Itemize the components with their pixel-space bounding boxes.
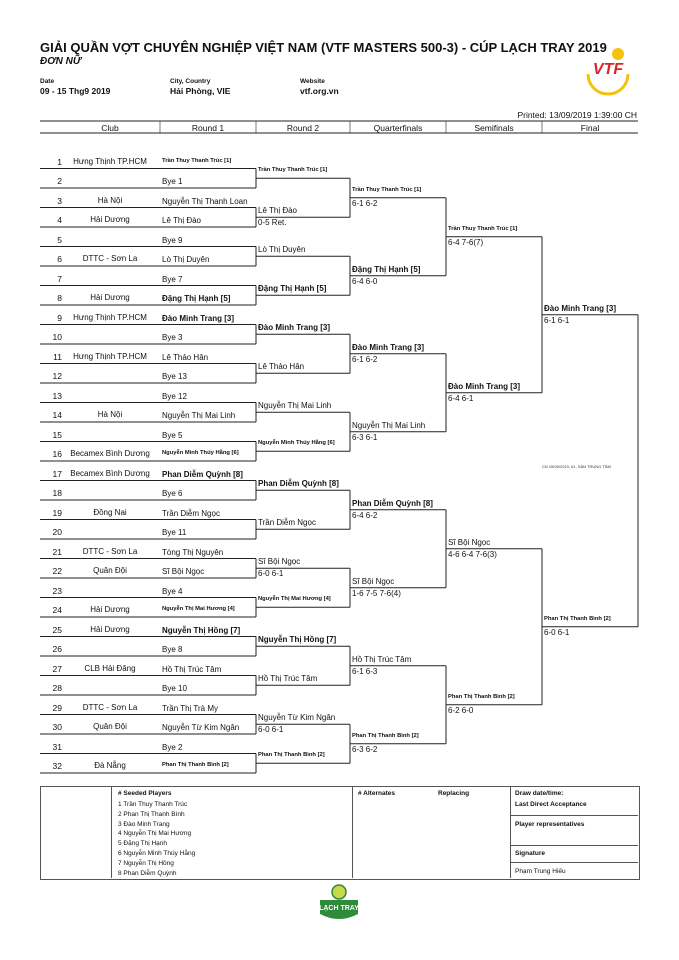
round2-player: Hồ Thị Trúc Tâm bbox=[258, 674, 318, 684]
draw-position: 4 bbox=[57, 215, 62, 225]
quarterfinal-player: Phan Thị Thanh Bình [2] bbox=[352, 732, 419, 739]
round1-player: Phan Diễm Quỳnh [8] bbox=[162, 469, 243, 479]
round1-player: Nguyễn Thị Hồng [7] bbox=[162, 625, 241, 635]
club-name: DTTC - Sơn La bbox=[82, 702, 138, 712]
round1-player: Bye 1 bbox=[162, 177, 183, 186]
semifinal-player: Trần Thuy Thanh Trúc [1] bbox=[448, 225, 518, 232]
round1-player: Trần Diễm Ngọc bbox=[162, 508, 220, 518]
round2-player: Sĩ Bội Ngọc bbox=[258, 557, 301, 567]
round1-player: Bye 10 bbox=[162, 684, 187, 693]
final-player: Phan Thị Thanh Bình [2] bbox=[544, 615, 611, 622]
club-name: Hải Dương bbox=[90, 624, 130, 634]
club-name: Quân Đội bbox=[93, 566, 127, 575]
quarterfinal-score: 6-1 6-2 bbox=[352, 354, 378, 364]
draw-position: 13 bbox=[52, 390, 62, 401]
round2-player: Nguyễn Từ Kim Ngân bbox=[258, 713, 336, 723]
round1-player: Trần Thị Trà My bbox=[162, 703, 219, 713]
footer-divider-1 bbox=[111, 786, 112, 878]
tournament-title: GIẢI QUẦN VỢT CHUYÊN NGHIỆP VIỆT NAM (VTF MASTERS 500-3) - CÚP LẠCH TRAY 2019 bbox=[40, 40, 607, 55]
lach-tray-logo-text: LẠCH TRAY bbox=[319, 905, 359, 912]
club-name: Đồng Nai bbox=[93, 507, 127, 517]
round1-player: Tòng Thị Nguyên bbox=[162, 547, 224, 557]
club-name: Hải Dương bbox=[90, 215, 130, 224]
draw-position: 20 bbox=[52, 527, 62, 537]
draw-position: 11 bbox=[53, 351, 62, 362]
event-subtitle: ĐƠN NỮ bbox=[40, 56, 81, 67]
semifinal-player: Sĩ Bội Ngọc bbox=[448, 537, 491, 547]
vtf-logo-text: VTF bbox=[592, 61, 624, 78]
draw-position: 21 bbox=[52, 546, 62, 557]
club-name: Hải Dương bbox=[90, 605, 130, 614]
round1-player: Phan Thị Thanh Bình [2] bbox=[162, 762, 229, 768]
column-header-final: Final bbox=[580, 123, 600, 133]
city-label: City, Country bbox=[170, 78, 211, 85]
lach-tray-logo bbox=[316, 884, 362, 924]
seeded-player: 6 Nguyễn Minh Thúy Hằng bbox=[118, 850, 196, 857]
seeded-player: 1 Trần Thuy Thanh Trúc bbox=[118, 801, 188, 808]
signer-name: Phạm Trung Hiếu bbox=[515, 868, 566, 875]
draw-position: 28 bbox=[52, 683, 62, 693]
draw-position: 27 bbox=[52, 663, 62, 674]
round2-player: Phan Thị Thanh Bình [2] bbox=[258, 752, 325, 759]
semifinal-player: Phan Thị Thanh Bình [2] bbox=[448, 693, 515, 700]
semifinal-player: Đào Minh Trang [3] bbox=[448, 381, 520, 391]
quarterfinal-player: Trần Thuy Thanh Trúc [1] bbox=[352, 186, 422, 193]
round1-player: Bye 12 bbox=[162, 391, 187, 401]
draw-position: 8 bbox=[57, 293, 62, 303]
round1-player: Bye 13 bbox=[162, 372, 187, 381]
draw-position: 7 bbox=[57, 273, 62, 284]
website-value[interactable]: vtf.org.vn bbox=[300, 86, 339, 96]
draw-position: 29 bbox=[52, 702, 62, 713]
quarterfinal-player: Đặng Thị Hạnh [5] bbox=[352, 264, 421, 274]
draw-datetime-label: Draw date/time: bbox=[515, 790, 564, 797]
semifinal-score: 4-6 6-4 7-6(3) bbox=[448, 549, 497, 559]
round2-player: Phan Diễm Quỳnh [8] bbox=[258, 479, 339, 489]
draw-position: 2 bbox=[57, 176, 62, 186]
column-header-round-1: Round 1 bbox=[191, 123, 225, 133]
round1-player: Nguyễn Thị Mai Hương [4] bbox=[162, 606, 235, 612]
round1-player: Nguyễn Minh Thúy Hằng [6] bbox=[162, 450, 239, 456]
round2-player: Nguyễn Thị Mai Linh bbox=[258, 401, 332, 411]
draw-position: 5 bbox=[57, 234, 62, 245]
draw-position: 18 bbox=[52, 488, 62, 498]
player-representatives-label: Player representatives bbox=[515, 821, 585, 828]
club-name: Hà Nội bbox=[97, 410, 123, 419]
draw-position: 3 bbox=[57, 195, 62, 206]
round2-player: Đào Minh Trang [3] bbox=[258, 323, 330, 333]
quarterfinal-score: 1-6 7-5 7-6(4) bbox=[352, 588, 401, 598]
club-name: DTTC - Sơn La bbox=[82, 254, 138, 263]
round1-player: Bye 3 bbox=[162, 333, 183, 342]
round1-player: Nguyễn Từ Kim Ngân bbox=[162, 723, 240, 732]
printed-timestamp: Printed: 13/09/2019 1:39:00 CH bbox=[517, 110, 637, 120]
alternates-header: # Alternates bbox=[358, 790, 395, 797]
quarterfinal-score: 6-4 6-2 bbox=[352, 510, 378, 520]
round1-player: Bye 5 bbox=[162, 430, 183, 440]
semifinal-score: 6-2 6-0 bbox=[448, 705, 474, 715]
round1-player: Đào Minh Trang [3] bbox=[162, 313, 234, 323]
seeded-player: 2 Phan Thị Thanh Bình bbox=[118, 810, 185, 818]
club-name: Hưng Thịnh TP.HCM bbox=[73, 156, 147, 166]
round1-player: Bye 7 bbox=[162, 274, 183, 284]
round1-player: Bye 8 bbox=[162, 645, 183, 654]
quarterfinal-score: 6-1 6-2 bbox=[352, 198, 378, 208]
round1-player: Bye 9 bbox=[162, 235, 183, 245]
club-name: CLB Hải Đăng bbox=[84, 663, 136, 673]
draw-position: 17 bbox=[52, 468, 62, 479]
round1-player: Bye 6 bbox=[162, 489, 183, 498]
round2-score: 0-5 Ret. bbox=[258, 218, 287, 228]
quarterfinal-score: 6-3 6-1 bbox=[352, 432, 378, 442]
draw-position: 19 bbox=[52, 507, 62, 518]
footer-separator-1 bbox=[510, 815, 638, 816]
draw-position: 24 bbox=[52, 605, 62, 615]
round1-player: Lê Thị Đào bbox=[162, 216, 201, 225]
date-value: 09 - 15 Thg9 2019 bbox=[40, 86, 111, 96]
draw-position: 12 bbox=[52, 371, 62, 381]
draw-position: 1 bbox=[57, 156, 62, 167]
column-header-semifinals: Semifinals bbox=[474, 123, 514, 133]
semifinal-score: 6-4 7-6(7) bbox=[448, 237, 484, 247]
column-header-quarterfinals: Quarterfinals bbox=[373, 123, 423, 133]
club-name: Hải Dương bbox=[90, 293, 130, 302]
draw-position: 26 bbox=[52, 644, 62, 654]
quarterfinal-score: 6-3 6-2 bbox=[352, 744, 378, 754]
club-name: Đà Nẵng bbox=[94, 761, 126, 770]
final-score: 6-0 6-1 bbox=[544, 627, 570, 637]
semifinal-score: 6-4 6-1 bbox=[448, 393, 474, 403]
footer-separator-2 bbox=[510, 845, 638, 846]
round1-player: Đặng Thị Hạnh [5] bbox=[162, 294, 231, 303]
club-name: Hưng Thịnh TP.HCM bbox=[73, 351, 147, 361]
round1-player: Trần Thuy Thanh Trúc [1] bbox=[162, 157, 232, 164]
quarterfinal-score: 6-4 6-0 bbox=[352, 276, 378, 286]
quarterfinal-player: Đào Minh Trang [3] bbox=[352, 342, 424, 352]
final-score: 6-1 6-1 bbox=[544, 315, 570, 325]
club-name: Hà Nội bbox=[97, 195, 123, 205]
seeded-player: 5 Đặng Thị Hạnh bbox=[118, 840, 168, 848]
club-name: DTTC - Sơn La bbox=[82, 546, 138, 556]
draw-position: 23 bbox=[52, 585, 62, 596]
round1-player: Bye 4 bbox=[162, 586, 183, 596]
signature-label: Signature bbox=[515, 850, 545, 857]
quarterfinal-player: Sĩ Bội Ngọc bbox=[352, 576, 395, 586]
round2-player: Nguyễn Thị Hồng [7] bbox=[258, 635, 337, 645]
seeded-player: 8 Phan Diễm Quỳnh bbox=[118, 869, 177, 877]
round2-player: Lê Thị Đào bbox=[258, 206, 297, 216]
round1-player: Bye 11 bbox=[162, 528, 187, 537]
draw-position: 10 bbox=[52, 332, 62, 342]
draw-position: 30 bbox=[52, 722, 62, 732]
city-value: Hải Phòng, VIE bbox=[170, 86, 231, 96]
column-header-club: Club bbox=[101, 123, 119, 133]
round2-score: 6-0 6-1 bbox=[258, 725, 284, 735]
round2-player: Lò Thị Duyên bbox=[258, 245, 306, 255]
quarterfinal-player: Phan Diễm Quỳnh [8] bbox=[352, 498, 433, 508]
draw-position: 32 bbox=[52, 761, 62, 771]
footer-separator-3 bbox=[510, 862, 638, 863]
replacing-header: Replacing bbox=[438, 790, 470, 797]
website-label: Website bbox=[300, 78, 325, 85]
lach-tray-logo-icon bbox=[316, 884, 362, 924]
draw-position: 22 bbox=[52, 566, 62, 576]
column-header-round-2: Round 2 bbox=[286, 123, 320, 133]
round2-score: 6-0 6-1 bbox=[258, 569, 284, 579]
round1-player: Hồ Thị Trúc Tâm bbox=[162, 664, 222, 674]
date-label: Date bbox=[40, 78, 55, 85]
round2-player: Nguyễn Thị Mai Hương [4] bbox=[258, 596, 331, 603]
footer-divider-3 bbox=[510, 786, 511, 878]
seeded-player: 7 Nguyễn Thị Hồng bbox=[118, 859, 174, 867]
quarterfinal-player: Hồ Thị Trúc Tâm bbox=[352, 654, 412, 664]
round2-player: Lê Thảo Hân bbox=[258, 362, 305, 372]
footer-divider-2 bbox=[352, 786, 353, 878]
seeded-player: 4 Nguyễn Thị Mai Hương bbox=[118, 830, 192, 838]
draw-position: 15 bbox=[52, 429, 62, 440]
draw-position: 31 bbox=[52, 741, 62, 752]
last-direct-acceptance-label: Last Direct Acceptance bbox=[515, 801, 587, 808]
draw-position: 6 bbox=[57, 254, 62, 264]
quarterfinal-player: Nguyễn Thị Mai Linh bbox=[352, 420, 426, 430]
round1-player: Nguyễn Thị Mai Linh bbox=[162, 411, 236, 420]
round1-player: Lê Thảo Hân bbox=[162, 352, 209, 362]
draw-position: 16 bbox=[52, 449, 62, 459]
round2-player: Trần Diễm Ngọc bbox=[258, 518, 316, 528]
draw-position: 9 bbox=[57, 312, 62, 323]
club-name: Hưng Thịnh TP.HCM bbox=[73, 312, 147, 322]
final-player: Đào Minh Trang [3] bbox=[544, 303, 616, 313]
round1-player: Lò Thị Duyên bbox=[162, 255, 210, 264]
final-schedule-note: CN 15/09/2019, #1, SÂN TRUNG TÂM bbox=[542, 464, 611, 469]
club-name: Quân Đội bbox=[93, 722, 127, 731]
round1-player: Sĩ Bội Ngọc bbox=[162, 567, 205, 576]
draw-position: 14 bbox=[52, 410, 62, 420]
round2-player: Trần Thuy Thanh Trúc [1] bbox=[258, 167, 328, 174]
seeded-players-header: # Seeded Players bbox=[118, 790, 172, 797]
seeded-player: 3 Đào Minh Trang bbox=[118, 820, 170, 828]
club-name: Becamex Bình Dương bbox=[70, 468, 150, 478]
club-name: Becamex Bình Dương bbox=[70, 449, 150, 458]
round2-player: Đặng Thị Hạnh [5] bbox=[258, 284, 327, 294]
draw-position: 25 bbox=[52, 624, 62, 635]
quarterfinal-score: 6-1 6-3 bbox=[352, 666, 378, 676]
round2-player: Nguyễn Minh Thúy Hằng [6] bbox=[258, 440, 335, 447]
round1-player: Bye 2 bbox=[162, 742, 183, 752]
round1-player: Nguyễn Thị Thanh Loan bbox=[162, 196, 248, 206]
